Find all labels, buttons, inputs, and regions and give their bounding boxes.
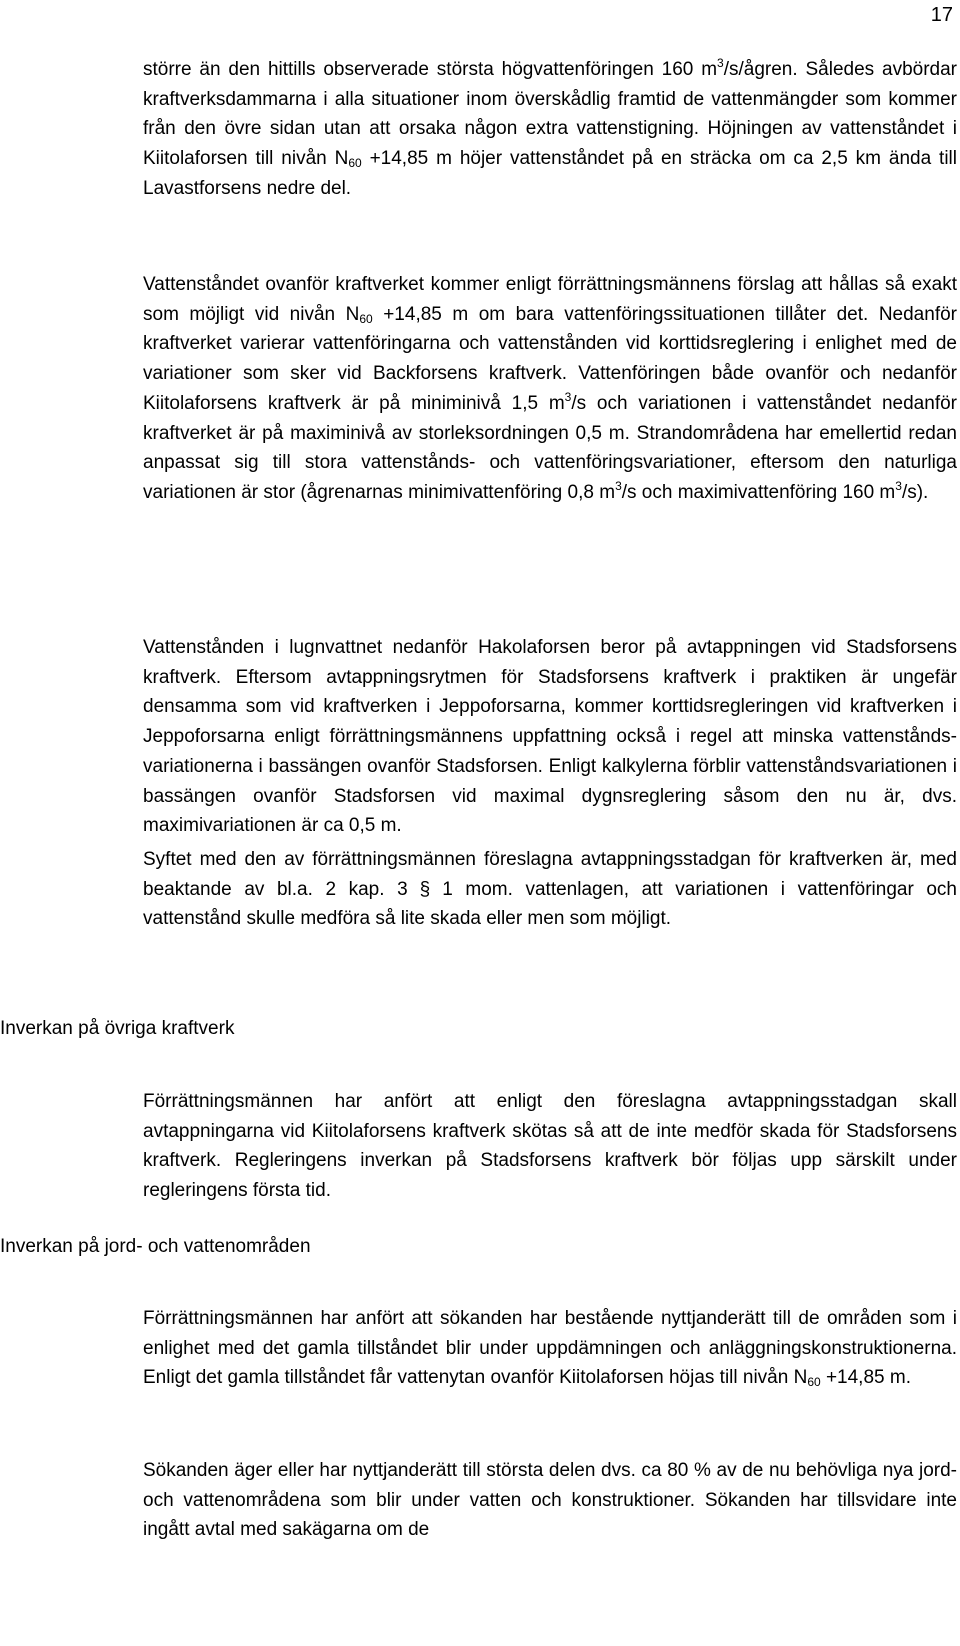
heading-other-power-plants: Inverkan på övriga kraftverk xyxy=(0,1018,235,1039)
paragraph-other-power-plants: Förrättningsmännen har anfört att enligt den föreslagna avtappningsstadgan skall avtappningarna vid Kiitolaforsens kraftverk skötas så att de inte medför skada för Stadsforsens kraftverk. Regleringens inverkan på Stadsforsens kraftverk bör följas upp särskilt under regleringens första tid. xyxy=(143,1091,957,1202)
subscript: 60 xyxy=(359,311,373,326)
text-run: /s). xyxy=(901,481,929,503)
paragraph-hakolaforsen: Vattenstånden i lugnvattnet nedanför Hakolaforsen beror på avtappningen vid Stadsforsens kraftverk. Eftersom avtappningsrytmen för Stadsforsens kraftverk i praktiken är ungefär densamma som vid kraftverken i Jeppoforsarna, kommer korttidsregleringen vid kraftverken i Jeppoforsarna enligt förrättningsmännens uppfattning också i regel att minska vattenståndsvariationerna i bassängen ovanför Stadsforsen. Enligt kalkylerna förblir vattenståndsvariationen i bassängen ovanför Stadsforsen vid maximal dygnsreglering såsom den nu är, dvs. maximivariationen är ca 0,5 m. xyxy=(143,637,957,837)
text-run: Vattenståndet ovanför kraftverket kommer enligt förrättningsmännens förslag att hållas så exakt som möjligt vid nivån N xyxy=(143,274,957,325)
superscript: 3 xyxy=(895,478,902,493)
text-run: Syftet med den av förrättningsmännen föreslagna avtappningsstadgan för kraftverken är, med beaktande av bl.a. 2 kap. 3 xyxy=(143,849,957,900)
text-run: 1 mom. vattenlagen, att variationen i vattenföringar och vattenstånd skulle medföra så lite skada eller men som möjligt. xyxy=(143,878,958,930)
paragraph-water-level-variation xyxy=(143,270,957,508)
superscript: 3 xyxy=(717,56,724,70)
superscript: 3 xyxy=(564,389,572,404)
text-run: /s och variationen i vattenståndet nedanför kraftverket är på maximinivå av storleksordningen 0,5 m. Strandområdena har emellertid redan anpassat sig till stora vattenstånds- och vattenföringsvariationer, eftersom den naturliga variationen är stor (ågrenarnas minimivattenföring 0,8 m xyxy=(143,392,957,503)
page-number: 17 xyxy=(930,4,953,26)
paragraph-high-water-flow xyxy=(143,55,957,204)
text-run: +14,85 m höjer vattenståndet på en sträcka om ca 2,5 km ända till Lavastforsens nedre del. xyxy=(143,148,957,199)
paragraph-tapping-statute xyxy=(143,845,957,934)
superscript: 3 xyxy=(615,478,622,493)
text-run: +14,85 m. xyxy=(820,1367,911,1389)
section-sign: § xyxy=(419,878,431,900)
text-run: större än den hittills observerade största högvattenföringen 160 m xyxy=(143,59,718,80)
text-run: Förrättningsmännen har anfört att sökanden har bestående nyttjanderätt till de områden som i enlighet med det gamla tillståndet blir under uppdämningen och anläggningskonstruktionerna. Enligt det gamla tillståndet får vattenytan ovanför Kiitolaforsen höjas till nivån N xyxy=(143,1308,957,1389)
heading-land-and-water-areas: Inverkan på jord- och vattenområden xyxy=(0,1236,311,1257)
text-run: +14,85 m om bara vattenföringssituationen tillåter det. Nedanför kraftverket varierar vattenföringarna och vattenstånden vid korttidsreglering i enlighet med de variationer som sker vid Backforsens kraftverk. Vattenföringen både ovanför och nedanför Kiitolaforsens kraftverk är på miniminivå 1,5 m xyxy=(143,303,957,414)
text-run: /s och maximivattenföring 160 m xyxy=(621,481,896,503)
text-run: /s/ågren. Således avbördar kraftverksdammarna i alla situationer inom överskådlig framtid de vattenmängder som kommer från den övre sidan utan att orsaka någon extra vattenstigning. Höjningen av vattenståndet i Kiitolaforsen till nivån N xyxy=(143,59,958,170)
paragraph-usage-rights xyxy=(143,1304,957,1393)
subscript: 60 xyxy=(807,1375,821,1390)
paragraph-ownership: Sökanden äger eller har nyttjanderätt till största delen dvs. ca 80 % av de nu behövliga nya jord- och vattenområdena som blir under vatten och konstruktioner. Sökanden har tillsvidare inte ingått avtal med sakägarna om de xyxy=(143,1460,957,1541)
subscript: 60 xyxy=(348,156,362,171)
